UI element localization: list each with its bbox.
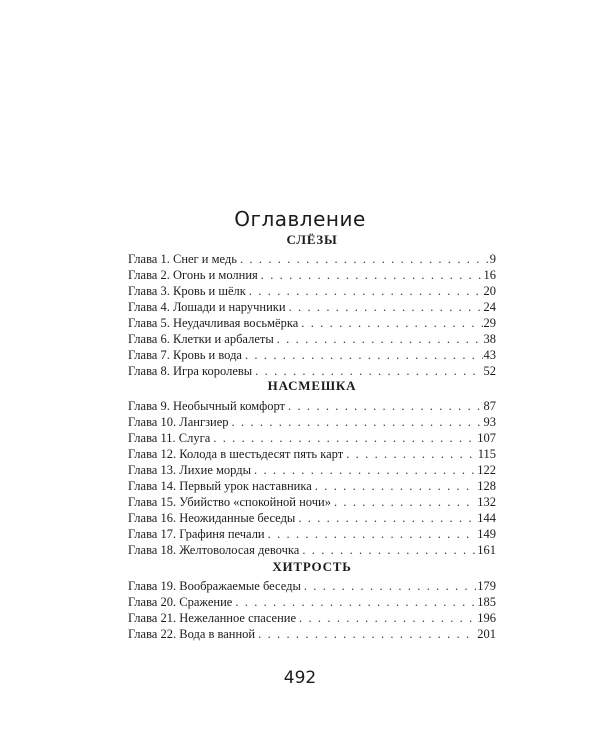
toc-entry-ch3[interactable]	[128, 283, 496, 299]
dot-leader	[277, 331, 483, 347]
toc-entry-ch17[interactable]	[128, 526, 496, 542]
dot-leader	[298, 510, 476, 526]
toc-entry-label: Глава 8. Игра королевы	[128, 364, 253, 378]
toc-entry-label: Глава 15. Убийство «спокойной ночи»	[128, 495, 331, 509]
toc-entry-page: 52	[483, 364, 496, 378]
toc-entry-label: Глава 20. Сражение	[128, 595, 233, 609]
toc-entry-ch9[interactable]	[128, 398, 496, 414]
toc-entry-label: Глава 21. Нежеланное спасение	[128, 611, 297, 625]
toc-entry-page: 87	[483, 399, 496, 413]
section-heading-nasmeshka: НАСМЕШКА	[267, 378, 357, 393]
toc-entry-ch4[interactable]	[128, 299, 496, 315]
toc-entry-page: 149	[477, 527, 496, 541]
toc-entry-ch2[interactable]	[128, 267, 496, 283]
toc-entry-page: 115	[477, 447, 496, 461]
toc-entry-page: 38	[483, 332, 496, 346]
toc-entry-page: 128	[477, 479, 496, 493]
toc-entry-label: Глава 1. Снег и медь	[128, 252, 237, 266]
toc-entry-ch5[interactable]	[128, 315, 496, 331]
toc-entry-ch7[interactable]	[128, 347, 496, 363]
toc-entry-ch21[interactable]	[128, 610, 496, 626]
dot-leader	[302, 542, 476, 558]
dot-leader	[334, 494, 476, 510]
toc-entry-page: 93	[483, 415, 496, 429]
toc-entry-page: 185	[477, 595, 496, 609]
toc-entry-page: 29	[483, 316, 496, 330]
toc-entry-ch1[interactable]	[128, 251, 496, 267]
toc-entry-ch6[interactable]	[128, 331, 496, 347]
dot-leader	[315, 478, 476, 494]
dot-leader	[240, 251, 489, 267]
toc-entry-label: Глава 6. Клетки и арбалеты	[128, 332, 274, 346]
toc-entry-label: Глава 4. Лошади и наручники	[128, 300, 286, 314]
dot-leader	[245, 347, 483, 363]
toc-entry-ch19[interactable]	[128, 578, 496, 594]
toc-entry-ch15[interactable]	[128, 494, 496, 510]
toc-entry-label: Глава 16. Неожиданные беседы	[128, 511, 296, 525]
toc-entry-label: Глава 7. Кровь и вода	[128, 348, 242, 362]
toc-entry-ch12[interactable]	[128, 446, 496, 462]
toc-entry-page: 161	[477, 543, 496, 557]
toc-entry-page: 24	[483, 300, 496, 314]
page-number: 492	[283, 668, 317, 688]
dot-leader	[301, 315, 482, 331]
dot-leader	[261, 267, 483, 283]
toc-entry-page: 107	[477, 431, 496, 445]
toc-entry-page: 43	[483, 348, 496, 362]
toc-entry-ch18[interactable]	[128, 542, 496, 558]
dot-leader	[213, 430, 476, 446]
toc-entry-ch10[interactable]	[128, 414, 496, 430]
toc-entry-label: Глава 3. Кровь и шёлк	[128, 284, 246, 298]
toc-entry-label: Глава 17. Графиня печали	[128, 527, 265, 541]
dot-leader	[289, 299, 483, 315]
toc-entry-label: Глава 2. Огонь и молния	[128, 268, 258, 282]
toc-entry-page: 196	[477, 611, 496, 625]
toc-entry-page: 122	[477, 463, 496, 477]
toc-entry-label: Глава 22. Вода в ванной	[128, 627, 256, 641]
toc-entry-ch8[interactable]	[128, 363, 496, 379]
toc-entry-ch14[interactable]	[128, 478, 496, 494]
toc-entry-ch13[interactable]	[128, 462, 496, 478]
toc-entry-page: 201	[477, 627, 496, 641]
dot-leader	[288, 398, 482, 414]
dot-leader	[304, 578, 476, 594]
dot-leader	[255, 363, 482, 379]
dot-leader	[268, 526, 477, 542]
toc-entry-page: 179	[477, 579, 496, 593]
toc-entry-page: 144	[477, 511, 496, 525]
toc-entry-page: 20	[483, 284, 496, 298]
toc-entry-page: 9	[489, 252, 496, 266]
toc-entry-label: Глава 11. Слуга	[128, 431, 211, 445]
toc-entry-label: Глава 13. Лихие морды	[128, 463, 252, 477]
toc-entry-label: Глава 5. Неудачливая восьмёрка	[128, 316, 299, 330]
dot-leader	[346, 446, 476, 462]
toc-entry-label: Глава 14. Первый урок наставника	[128, 479, 312, 493]
toc-entry-label: Глава 9. Необычный комфорт	[128, 399, 286, 413]
dot-leader	[258, 626, 476, 642]
dot-leader	[299, 610, 476, 626]
toc-entry-label: Глава 18. Желтоволосая девочка	[128, 543, 300, 557]
toc-entry-label: Глава 12. Колода в шестьдесят пять карт	[128, 447, 344, 461]
toc-entry-ch22[interactable]	[128, 626, 496, 642]
toc-entry-page: 132	[477, 495, 496, 509]
dot-leader	[235, 594, 476, 610]
toc-entry-ch11[interactable]	[128, 430, 496, 446]
dot-leader	[232, 414, 483, 430]
toc-entry-page: 16	[483, 268, 496, 282]
dot-leader	[249, 283, 483, 299]
toc-title: Оглавление	[234, 207, 366, 232]
toc-entry-label: Глава 10. Лангзиер	[128, 415, 229, 429]
toc-entry-ch16[interactable]	[128, 510, 496, 526]
toc-entry-label: Глава 19. Воображаемые беседы	[128, 579, 301, 593]
section-heading-hitrost: ХИТРОСТЬ	[272, 559, 352, 574]
section-heading-slyozy: СЛЁЗЫ	[286, 232, 338, 247]
dot-leader	[254, 462, 476, 478]
toc-entry-ch20[interactable]	[128, 594, 496, 610]
